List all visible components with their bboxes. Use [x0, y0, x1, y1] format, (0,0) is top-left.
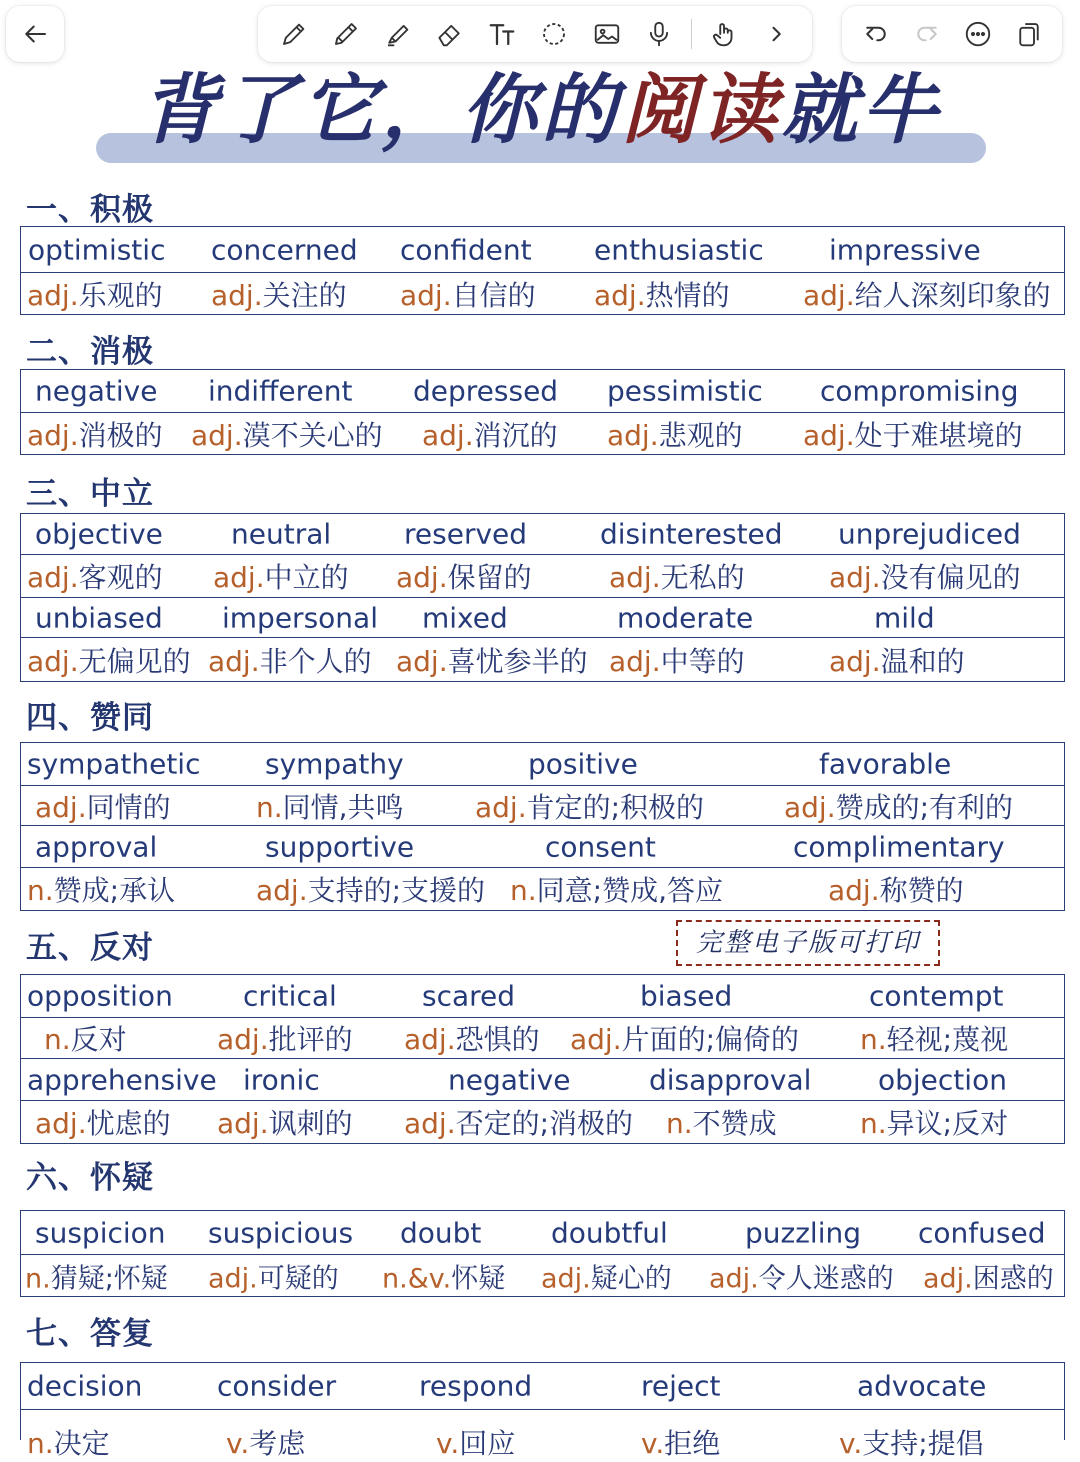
- word: reserved: [404, 517, 528, 551]
- meaning-row: [21, 1018, 1064, 1059]
- meaning-row: [21, 638, 1064, 681]
- word: negative: [35, 374, 158, 408]
- microphone-icon: [644, 19, 674, 49]
- meaning: n.轻视;蔑视: [860, 1023, 1009, 1056]
- vocab-table-reply: [20, 1362, 1065, 1460]
- meaning: adj.称赞的: [828, 874, 964, 907]
- text-tool-button[interactable]: [482, 14, 522, 54]
- title-part-highlight: 阅读: [621, 65, 781, 154]
- word-row: [21, 826, 1064, 868]
- word: favorable: [819, 747, 952, 781]
- meaning: n.&v.怀疑: [382, 1263, 506, 1294]
- toolbar-left-group: [6, 6, 64, 62]
- undo-icon: [861, 19, 891, 49]
- meaning: n.赞成;承认: [27, 874, 176, 907]
- word-row: [21, 1363, 1064, 1410]
- heading-banner: [96, 60, 986, 170]
- meaning: adj.可疑的: [208, 1263, 339, 1294]
- word: impersonal: [222, 601, 378, 634]
- word: pessimistic: [607, 374, 763, 408]
- word: biased: [640, 979, 733, 1013]
- meaning-row: [21, 413, 1064, 454]
- meaning: adj.非个人的: [208, 644, 372, 678]
- meaning: adj.消沉的: [422, 418, 558, 452]
- meaning: adj.客观的: [27, 561, 163, 594]
- word: concerned: [211, 233, 358, 266]
- word: sympathy: [265, 747, 404, 781]
- meaning: v.考虑: [226, 1427, 306, 1460]
- more-tools-button[interactable]: [756, 14, 796, 54]
- section-title-positive: 一、积极: [26, 192, 154, 228]
- vocab-table-negative: [20, 369, 1065, 455]
- meaning: adj.批评的: [217, 1023, 353, 1056]
- word: sympathetic: [27, 747, 201, 781]
- word: contempt: [869, 979, 1004, 1013]
- word: unbiased: [35, 601, 163, 634]
- pencil-icon: [331, 19, 361, 49]
- meaning: adj.讽刺的: [217, 1107, 353, 1140]
- word: moderate: [617, 601, 754, 634]
- meaning: adj.无偏见的: [27, 644, 191, 678]
- word: puzzling: [745, 1216, 861, 1249]
- meaning: adj.同情的: [35, 790, 171, 824]
- word: mild: [874, 601, 935, 634]
- top-toolbar: [0, 0, 1080, 64]
- word: supportive: [265, 830, 415, 863]
- vocab-table-positive: [20, 226, 1065, 315]
- vocab-table-opposition: [20, 974, 1065, 1144]
- meaning: adj.处于难堪境的: [803, 418, 1023, 452]
- section-title-approval: 四、赞同: [26, 700, 154, 736]
- lasso-icon: [539, 19, 569, 49]
- eraser-tool-button[interactable]: [430, 14, 470, 54]
- pages-button[interactable]: [1009, 14, 1049, 54]
- meaning: v.拒绝: [641, 1427, 721, 1460]
- undo-button[interactable]: [856, 14, 896, 54]
- pencil-tool-button[interactable]: [326, 14, 366, 54]
- title-part-3: 就牛: [781, 65, 941, 154]
- toolbar-separator: [691, 19, 692, 49]
- title-part-1: 背了它，你的: [141, 65, 621, 154]
- meaning: n.反对: [44, 1023, 127, 1056]
- section-title-neutral: 三、中立: [26, 476, 154, 512]
- word: confident: [400, 233, 532, 266]
- toolbar-right-group: [842, 6, 1062, 62]
- ellipsis-circle-icon: [963, 19, 993, 49]
- meaning: adj.自信的: [400, 278, 536, 312]
- meaning-row: [21, 1410, 1064, 1460]
- meaning: adj.喜忧参半的: [396, 644, 588, 678]
- meaning: adj.忧虑的: [35, 1107, 171, 1140]
- word: ironic: [243, 1063, 320, 1096]
- section-title-negative: 二、消极: [26, 334, 154, 370]
- chevron-right-icon: [761, 19, 791, 49]
- section-title-reply: 七、答复: [26, 1316, 154, 1352]
- meaning: adj.热情的: [594, 278, 730, 312]
- eraser-icon: [435, 19, 465, 49]
- lasso-tool-button[interactable]: [534, 14, 574, 54]
- word: confused: [918, 1216, 1046, 1249]
- meaning: adj.悲观的: [607, 418, 743, 452]
- word: indifferent: [208, 374, 353, 408]
- vocab-table-neutral: [20, 513, 1065, 682]
- word: compromising: [820, 374, 1019, 408]
- section-title-opposition: 五、反对: [26, 930, 154, 966]
- meaning: adj.保留的: [396, 561, 532, 594]
- word: consider: [217, 1369, 337, 1403]
- word: enthusiastic: [594, 233, 764, 266]
- word: doubt: [400, 1216, 482, 1249]
- page-title: [96, 60, 986, 160]
- word: objection: [878, 1063, 1007, 1096]
- word: approval: [35, 830, 158, 863]
- printable-version-note: 完整电子版可打印: [676, 920, 940, 966]
- meaning: adj.赞成的;有利的: [784, 790, 1014, 824]
- meaning: adj.肯定的;积极的: [475, 790, 705, 824]
- vocab-table-doubt: [20, 1210, 1065, 1297]
- word: respond: [419, 1369, 533, 1403]
- word: critical: [243, 979, 337, 1013]
- word: disapproval: [649, 1063, 812, 1096]
- meaning: v.回应: [436, 1427, 516, 1460]
- word-row: [21, 1211, 1064, 1255]
- arrow-left-icon: [20, 19, 50, 49]
- text-icon: [487, 19, 517, 49]
- vocab-table-approval: [20, 742, 1065, 911]
- word: decision: [27, 1369, 143, 1403]
- image-tool-button[interactable]: [587, 14, 627, 54]
- image-icon: [592, 19, 622, 49]
- copy-pages-icon: [1014, 19, 1044, 49]
- meaning: adj.乐观的: [27, 278, 163, 312]
- meaning: adj.否定的;消极的: [404, 1107, 634, 1140]
- microphone-button[interactable]: [639, 14, 679, 54]
- meaning-row: [21, 555, 1064, 598]
- meaning: adj.温和的: [829, 644, 965, 678]
- meaning: n.不赞成: [666, 1107, 777, 1140]
- word: opposition: [27, 979, 173, 1013]
- meaning-row: [21, 1101, 1064, 1143]
- word: suspicious: [208, 1216, 354, 1249]
- meaning: adj.消极的: [27, 418, 163, 452]
- meaning: adj.无私的: [609, 561, 745, 594]
- word: reject: [641, 1369, 721, 1403]
- word-row: [21, 514, 1064, 555]
- meaning: v.支持;提倡: [839, 1427, 984, 1460]
- word: mixed: [422, 601, 508, 634]
- meaning-row: [21, 273, 1064, 314]
- section-title-doubt: 六、怀疑: [26, 1160, 154, 1196]
- meaning-row: [21, 868, 1064, 910]
- word: optimistic: [28, 233, 166, 266]
- meaning: n.同意;赞成,答应: [510, 874, 723, 907]
- word-row: [21, 975, 1064, 1018]
- touch-draw-button[interactable]: [704, 14, 744, 54]
- word: unprejudiced: [838, 517, 1021, 551]
- meaning: adj.支持的;支援的: [256, 874, 486, 907]
- meaning: adj.疑心的: [541, 1263, 672, 1294]
- word: neutral: [231, 517, 332, 551]
- pen-tool-button[interactable]: [274, 14, 314, 54]
- word: positive: [528, 747, 638, 781]
- word: scared: [422, 979, 516, 1013]
- meaning: adj.给人深刻印象的: [803, 278, 1051, 312]
- pen-icon: [279, 19, 309, 49]
- toolbar-tools-group: [258, 6, 812, 62]
- word-row: [21, 370, 1064, 413]
- word: impressive: [829, 233, 981, 266]
- meaning: n.异议;反对: [860, 1107, 1009, 1140]
- word-row: [21, 227, 1064, 273]
- word: apprehensive: [27, 1063, 217, 1096]
- meaning: n.猜疑;怀疑: [25, 1263, 168, 1294]
- more-options-button[interactable]: [958, 14, 998, 54]
- redo-icon: [912, 19, 942, 49]
- meaning: adj.关注的: [211, 278, 347, 312]
- word: complimentary: [793, 830, 1005, 863]
- meaning-row: [21, 1255, 1064, 1296]
- meaning: adj.中立的: [213, 561, 349, 594]
- word: consent: [545, 830, 656, 863]
- word: suspicion: [35, 1216, 166, 1249]
- meaning: adj.中等的: [609, 644, 745, 678]
- word: negative: [448, 1063, 571, 1096]
- word: objective: [35, 517, 163, 551]
- word: advocate: [857, 1369, 987, 1403]
- meaning: adj.恐惧的: [404, 1023, 540, 1056]
- word: disinterested: [600, 517, 783, 551]
- meaning: n.同情,共鸣: [256, 790, 404, 824]
- word: doubtful: [551, 1216, 668, 1249]
- back-button[interactable]: [15, 14, 55, 54]
- word-row: [21, 598, 1064, 638]
- meaning: adj.片面的;偏倚的: [570, 1023, 800, 1056]
- word-row: [21, 743, 1064, 786]
- meaning: adj.困惑的: [923, 1263, 1054, 1294]
- meaning: adj.令人迷惑的: [709, 1263, 894, 1294]
- highlighter-icon: [383, 19, 413, 49]
- highlighter-tool-button[interactable]: [378, 14, 418, 54]
- word-row: [21, 1059, 1064, 1101]
- meaning: adj.没有偏见的: [829, 561, 1021, 594]
- hand-pointer-icon: [709, 19, 739, 49]
- meaning: adj.漠不关心的: [191, 418, 383, 452]
- meaning-row: [21, 786, 1064, 826]
- redo-button[interactable]: [907, 14, 947, 54]
- meaning: n.决定: [27, 1427, 110, 1460]
- word: depressed: [413, 374, 559, 408]
